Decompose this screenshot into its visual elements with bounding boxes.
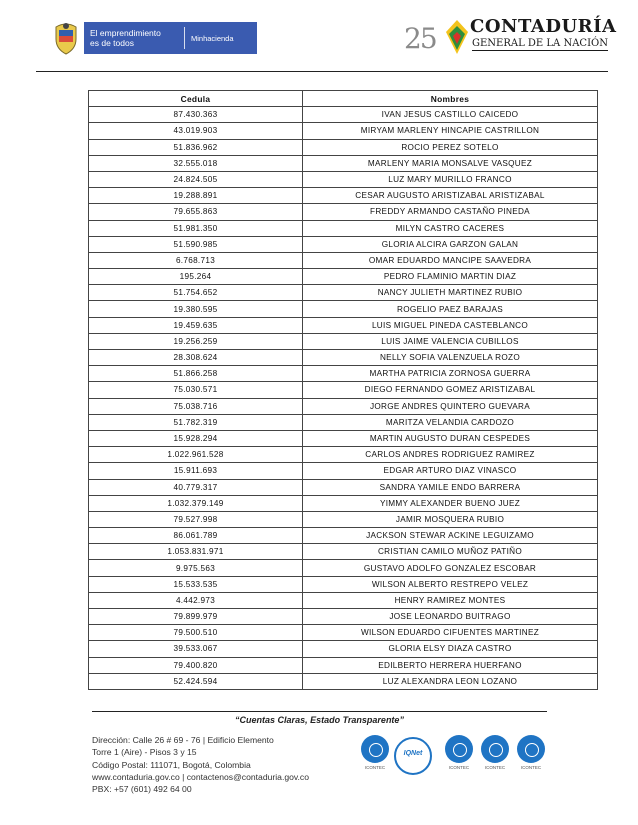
icontec-icon [361,735,389,763]
nombres-cell: MILYN CASTRO CACERES [303,220,598,236]
table-row [89,333,598,349]
nombres-cell: JORGE ANDRES QUINTERO GUEVARA [303,398,598,414]
cedula-cell: 51.782.319 [89,414,303,430]
nombres-cell: GLORIA ELSY DIAZA CASTRO [303,641,598,657]
cedula-cell: 28.308.624 [89,350,303,366]
nombres-cell: ROCIO PEREZ SOTELO [303,139,598,155]
table-row [89,139,598,155]
address-line: Torre 1 (Aire) - Pisos 3 y 15 [92,747,197,758]
citizens-table [88,90,598,690]
cedula-cell: 79.527.998 [89,511,303,527]
cgn-emblem-icon [446,20,468,54]
cedula-cell: 51.754.652 [89,285,303,301]
nombres-cell: MARTHA PATRICIA ZORNOSA GUERRA [303,366,598,382]
cedula-cell: 195.264 [89,269,303,285]
phone-line: PBX: +57 (601) 492 64 00 [92,784,192,795]
nombres-cell: CARLOS ANDRES RODRIGUEZ RAMIREZ [303,447,598,463]
cedula-cell: 79.655.863 [89,204,303,220]
icontec-cert-1 [360,735,390,770]
nombres-cell: MARLENY MARIA MONSALVE VASQUEZ [303,155,598,171]
table-row [89,657,598,673]
cedula-cell: 19.288.891 [89,188,303,204]
cedula-cell: 51.866.258 [89,366,303,382]
column-header-cedula: Cedula [89,91,303,107]
cedula-cell: 1.032.379.149 [89,495,303,511]
nombres-cell: CESAR AUGUSTO ARISTIZABAL ARISTIZABAL [303,188,598,204]
cedula-cell: 51.981.350 [89,220,303,236]
table-row [89,511,598,527]
cedula-cell: 51.590.985 [89,236,303,252]
nombres-cell: LUZ ALEXANDRA LEON LOZANO [303,673,598,689]
cedula-cell: 15.533.535 [89,576,303,592]
table-row [89,641,598,657]
cedula-cell: 86.061.789 [89,528,303,544]
org-title: CONTADURÍA [470,16,617,37]
brand-slogan [84,28,184,48]
certification-logos [360,735,550,797]
nombres-cell: MARITZA VELANDIA CARDOZO [303,414,598,430]
address-line: Dirección: Calle 26 # 69 - 76 | Edificio Elemento [92,735,274,745]
table-row [89,269,598,285]
table-row [89,188,598,204]
cedula-cell: 79.899.979 [89,609,303,625]
nombres-cell: IVAN JESUS CASTILLO CAICEDO [303,107,598,123]
nombres-cell: SANDRA YAMILE ENDO BARRERA [303,479,598,495]
table-row [89,123,598,139]
nombres-cell: MARTIN AUGUSTO DURAN CESPEDES [303,430,598,446]
table-row [89,528,598,544]
table-row [89,673,598,689]
nombres-cell: LUIS MIGUEL PINEDA CASTEBLANCO [303,317,598,333]
brand-line-1: El emprendimiento [90,28,161,38]
cert-label: ICONTEC [484,765,506,770]
table-row [89,560,598,576]
icontec-cert-2 [444,735,474,770]
table-row [89,252,598,268]
table-row [89,171,598,187]
nombres-cell: JOSE LEONARDO BUITRAGO [303,609,598,625]
table-row [89,544,598,560]
cedula-cell: 15.928.294 [89,430,303,446]
gov-brand [52,20,257,56]
icontec-icon [445,735,473,763]
nombres-cell: GLORIA ALCIRA GARZON GALAN [303,236,598,252]
table-row [89,220,598,236]
table-row [89,463,598,479]
contact-line: www.contaduria.gov.co | contactenos@contaduria.gov.co [92,771,310,782]
table-body [89,107,598,690]
nombres-cell: NANCY JULIETH MARTINEZ RUBIO [303,285,598,301]
anniversary-badge [402,18,446,58]
cert-label: ICONTEC [364,765,386,770]
nombres-cell: MIRYAM MARLENY HINCAPIE CASTRILLON [303,123,598,139]
icontec-icon [517,735,545,763]
nombres-cell: EDILBERTO HERRERA HUERFANO [303,657,598,673]
cedula-cell: 43.019.903 [89,123,303,139]
cedula-cell: 19.380.595 [89,301,303,317]
nombres-cell: EDGAR ARTURO DIAZ VINASCO [303,463,598,479]
footer-divider [92,711,547,712]
brand-divider [184,27,185,49]
cedula-cell: 51.836.962 [89,139,303,155]
nombres-cell: LUZ MARY MURILLO FRANCO [303,171,598,187]
nombres-cell: PEDRO FLAMINIO MARTIN DIAZ [303,269,598,285]
nombres-cell: HENRY RAMIREZ MONTES [303,592,598,608]
table-row [89,366,598,382]
cedula-cell: 79.500.510 [89,625,303,641]
cedula-cell: 32.555.018 [89,155,303,171]
nombres-cell: NELLY SOFIA VALENZUELA ROZO [303,350,598,366]
table-row [89,447,598,463]
cedula-cell: 4.442.973 [89,592,303,608]
nombres-cell: JACKSON STEWAR ACKINE LEGUIZAMO [303,528,598,544]
nombres-cell: WILSON ALBERTO RESTREPO VELEZ [303,576,598,592]
cedula-cell: 19.459.635 [89,317,303,333]
cgn-logo [402,14,617,62]
nombres-cell: FREDDY ARMANDO CASTAÑO PINEDA [303,204,598,220]
iqnet-label: IQNet [403,750,423,757]
nombres-cell: YIMMY ALEXANDER BUENO JUEZ [303,495,598,511]
cedula-cell: 79.400.820 [89,657,303,673]
colombia-coat-of-arms-icon [52,21,80,55]
table-row [89,625,598,641]
cedula-cell: 75.038.716 [89,398,303,414]
icontec-cert-3 [480,735,510,770]
cedula-cell: 9.975.563 [89,560,303,576]
address-line: Código Postal: 111071, Bogotá, Colombia [92,759,251,770]
cert-label: ICONTEC [520,765,542,770]
cedula-cell: 1.053.831.971 [89,544,303,560]
table-row [89,350,598,366]
nombres-cell: GUSTAVO ADOLFO GONZALEZ ESCOBAR [303,560,598,576]
brand-banner [84,22,257,54]
table-row [89,609,598,625]
table-row [89,479,598,495]
nombres-cell: DIEGO FERNANDO GOMEZ ARISTIZABAL [303,382,598,398]
table-row [89,430,598,446]
cedula-cell: 19.256.259 [89,333,303,349]
table-row [89,155,598,171]
nombres-cell: WILSON EDUARDO CIFUENTES MARTINEZ [303,625,598,641]
cedula-cell: 15.911.693 [89,463,303,479]
cedula-cell: 52.424.594 [89,673,303,689]
table-row [89,204,598,220]
footer-address [92,734,309,795]
table-row [89,317,598,333]
table-row [89,236,598,252]
nombres-cell: LUIS JAIME VALENCIA CUBILLOS [303,333,598,349]
table-row [89,576,598,592]
icontec-icon [481,735,509,763]
brand-line-2: es de todos [90,38,134,48]
footer-slogan: “Cuentas Claras, Estado Transparente” [235,715,404,725]
table-row [89,285,598,301]
cedula-cell: 75.030.571 [89,382,303,398]
cedula-cell: 1.022.961.528 [89,447,303,463]
cedula-cell: 24.824.505 [89,171,303,187]
nombres-cell: ROGELIO PAEZ BARAJAS [303,301,598,317]
cedula-cell: 39.533.067 [89,641,303,657]
iqnet-icon [394,737,432,775]
nombres-cell: JAMIR MOSQUERA RUBIO [303,511,598,527]
table-row [89,107,598,123]
table-row [89,382,598,398]
icontec-cert-4 [516,735,546,770]
nombres-cell: CRISTIAN CAMILO MUÑOZ PATIÑO [303,544,598,560]
table-header-row [89,91,598,107]
table-row [89,301,598,317]
table-row [89,414,598,430]
org-subtitle: GENERAL DE LA NACIÓN [472,38,608,49]
cedula-cell: 40.779.317 [89,479,303,495]
table-row [89,398,598,414]
table-row [89,592,598,608]
nombres-cell: OMAR EDUARDO MANCIPE SAAVEDRA [303,252,598,268]
cert-label: ICONTEC [448,765,470,770]
ministry-name: Minhacienda [191,33,234,43]
anniversary-number: 25 [404,22,436,55]
cedula-cell: 87.430.363 [89,107,303,123]
cedula-cell: 6.768.713 [89,252,303,268]
column-header-nombres: Nombres [303,91,598,107]
header-divider [36,71,608,72]
table-row [89,495,598,511]
